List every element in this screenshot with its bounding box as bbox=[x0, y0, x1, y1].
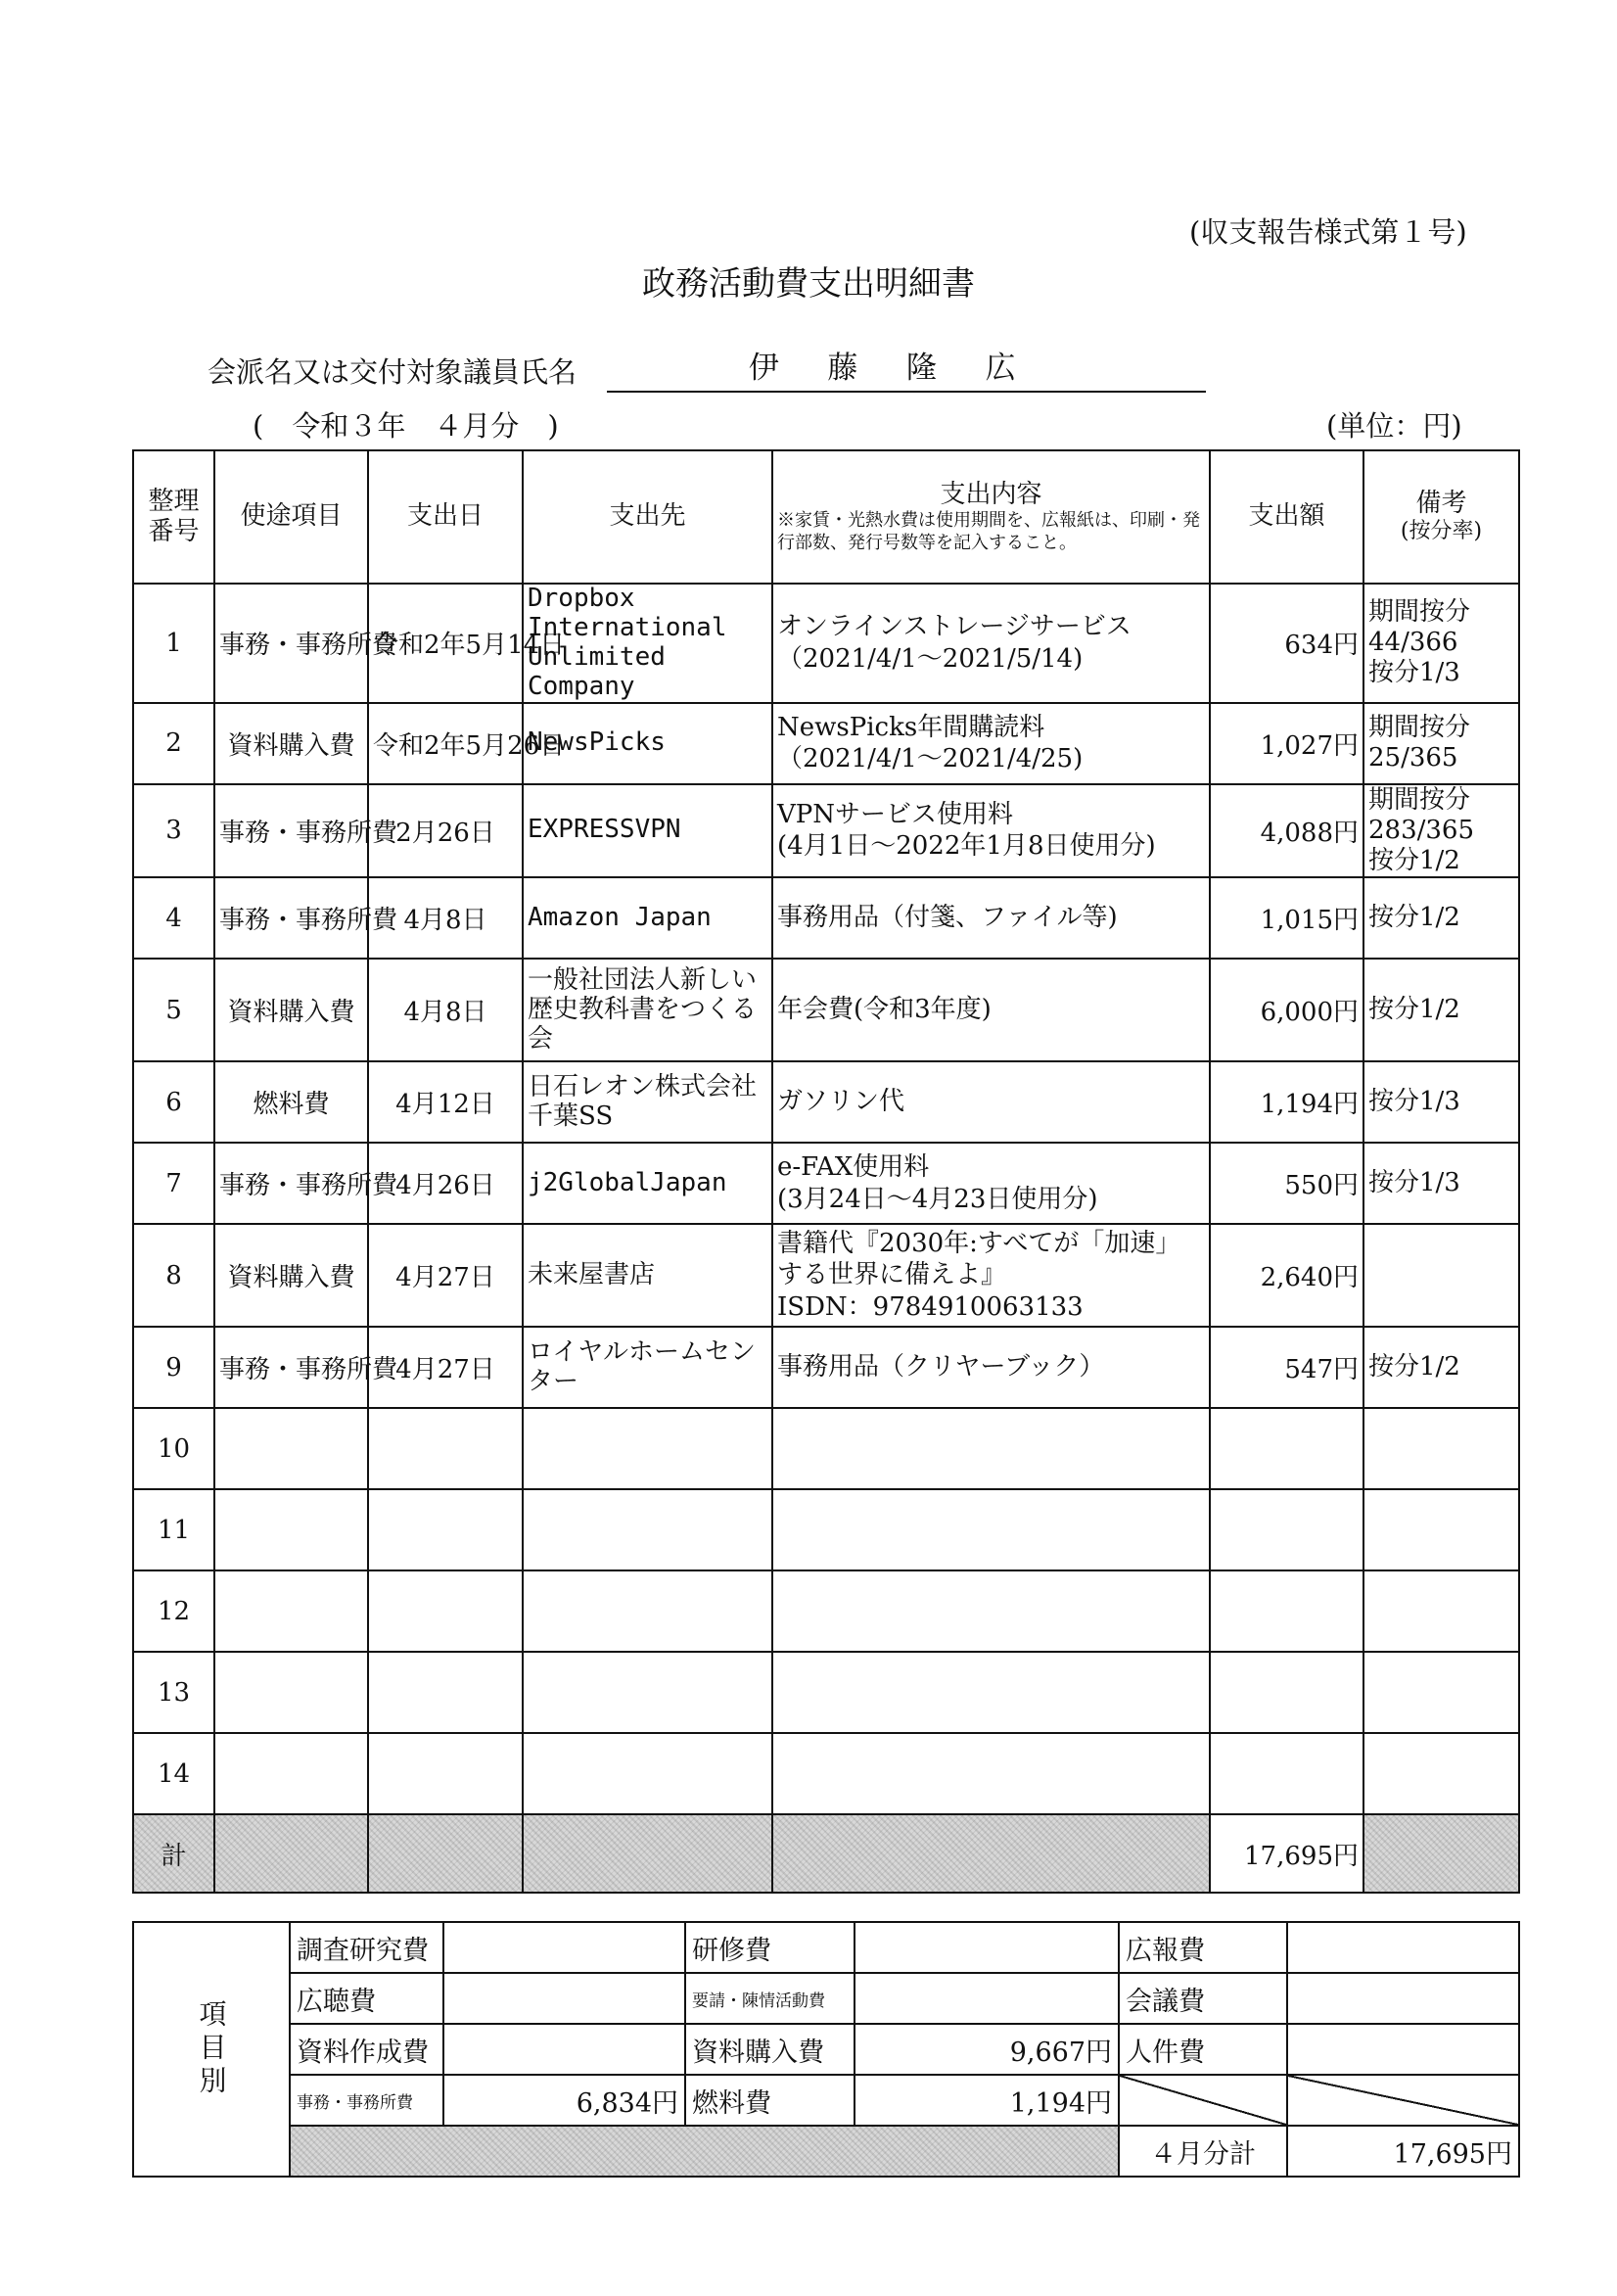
row-remarks bbox=[1363, 1570, 1519, 1652]
row-remarks: 期間按分 44/366 按分1/3 bbox=[1363, 584, 1519, 703]
row-amount: 2,640円 bbox=[1210, 1224, 1363, 1327]
header-date: 支出日 bbox=[368, 450, 523, 584]
row-remarks bbox=[1363, 1224, 1519, 1327]
row-no: 8 bbox=[133, 1224, 214, 1327]
row-no: 12 bbox=[133, 1570, 214, 1652]
row-payee bbox=[523, 1570, 772, 1652]
row-no: 11 bbox=[133, 1489, 214, 1570]
row-date: 4月26日 bbox=[368, 1143, 523, 1224]
row-amount bbox=[1210, 1570, 1363, 1652]
row-content bbox=[772, 1652, 1210, 1733]
expense-row bbox=[133, 1408, 1519, 1489]
row-remarks bbox=[1363, 1733, 1519, 1814]
row-remarks bbox=[1363, 1408, 1519, 1489]
row-date bbox=[368, 1733, 523, 1814]
header-category: 使途項目 bbox=[214, 450, 368, 584]
row-no: 4 bbox=[133, 877, 214, 959]
row-remarks: 按分1/2 bbox=[1363, 1327, 1519, 1408]
row-amount: 1,027円 bbox=[1210, 703, 1363, 784]
row-payee bbox=[523, 1408, 772, 1489]
row-date: 4月8日 bbox=[368, 959, 523, 1061]
expense-row bbox=[133, 877, 1519, 959]
row-no: 1 bbox=[133, 584, 214, 703]
expense-row bbox=[133, 959, 1519, 1061]
pr-label: 広報費 bbox=[1119, 1922, 1287, 1973]
row-amount: 1,194円 bbox=[1210, 1061, 1363, 1143]
row-content bbox=[772, 1489, 1210, 1570]
total-shade-cell bbox=[772, 1814, 1210, 1893]
row-no: 13 bbox=[133, 1652, 214, 1733]
row-content: 年会費(令和3年度) bbox=[772, 959, 1210, 1061]
total-shade-cell bbox=[368, 1814, 523, 1893]
row-category bbox=[214, 1733, 368, 1814]
row-payee: Dropbox International Unlimited Company bbox=[523, 584, 772, 703]
row-content: 事務用品（クリヤーブック） bbox=[772, 1327, 1210, 1408]
row-category bbox=[214, 1570, 368, 1652]
row-content: NewsPicks年間購読料 （2021/4/1～2021/4/25) bbox=[772, 703, 1210, 784]
row-no: 5 bbox=[133, 959, 214, 1061]
row-amount: 634円 bbox=[1210, 584, 1363, 703]
expense-row bbox=[133, 1489, 1519, 1570]
total-amount: 17,695円 bbox=[1210, 1814, 1363, 1893]
form-number: (収支報告様式第１号) bbox=[1189, 215, 1467, 249]
expense-row bbox=[133, 1224, 1519, 1327]
row-content: e-FAX使用料 (3月24日～4月23日使用分) bbox=[772, 1143, 1210, 1224]
row-remarks: 按分1/3 bbox=[1363, 1061, 1519, 1143]
row-remarks bbox=[1363, 1489, 1519, 1570]
expense-row bbox=[133, 1143, 1519, 1224]
row-category: 事務・事務所費 bbox=[214, 784, 368, 878]
row-amount: 1,015円 bbox=[1210, 877, 1363, 959]
row-date bbox=[368, 1489, 523, 1570]
row-date bbox=[368, 1408, 523, 1489]
expense-rows bbox=[133, 584, 1519, 1814]
summary-shade-cell bbox=[290, 2126, 1119, 2177]
row-date: 4月27日 bbox=[368, 1224, 523, 1327]
fuel-amount: 1,194円 bbox=[855, 2075, 1119, 2126]
docbuy-label: 資料購入費 bbox=[685, 2024, 855, 2075]
row-date: 4月27日 bbox=[368, 1327, 523, 1408]
row-date bbox=[368, 1652, 523, 1733]
period: ( 令和３年 ４月分 ) bbox=[253, 409, 559, 443]
row-content: 事務用品（付箋、ファイル等) bbox=[772, 877, 1210, 959]
expense-table bbox=[132, 449, 1520, 1894]
pr-amount bbox=[1287, 1922, 1519, 1973]
row-amount: 6,000円 bbox=[1210, 959, 1363, 1061]
empty-slashed-cell bbox=[1287, 2075, 1519, 2126]
author-name: 伊藤隆広 bbox=[607, 343, 1206, 393]
row-amount: 550円 bbox=[1210, 1143, 1363, 1224]
expense-row bbox=[133, 1327, 1519, 1408]
header-remarks bbox=[1363, 450, 1519, 584]
total-shade-cell bbox=[523, 1814, 772, 1893]
row-category: 燃料費 bbox=[214, 1061, 368, 1143]
row-no: 7 bbox=[133, 1143, 214, 1224]
row-date: 2月26日 bbox=[368, 784, 523, 878]
row-content bbox=[772, 1408, 1210, 1489]
author-label: 会派名又は交付対象議員氏名 bbox=[208, 355, 578, 389]
row-amount bbox=[1210, 1489, 1363, 1570]
row-category bbox=[214, 1408, 368, 1489]
row-content: オンラインストレージサービス （2021/4/1～2021/5/14) bbox=[772, 584, 1210, 703]
expense-row bbox=[133, 1061, 1519, 1143]
row-no: 2 bbox=[133, 703, 214, 784]
row-remarks: 按分1/2 bbox=[1363, 877, 1519, 959]
row-payee: ロイヤルホームセンター bbox=[523, 1327, 772, 1408]
row-category bbox=[214, 1489, 368, 1570]
row-category bbox=[214, 1652, 368, 1733]
row-remarks: 期間按分 25/365 bbox=[1363, 703, 1519, 784]
header-remarks-sub: (按分率) bbox=[1400, 519, 1483, 544]
empty-slashed-cell bbox=[1119, 2075, 1287, 2126]
row-date: 4月12日 bbox=[368, 1061, 523, 1143]
row-category: 事務・事務所費 bbox=[214, 1327, 368, 1408]
expense-row bbox=[133, 1652, 1519, 1733]
docbuy-amount: 9,667円 bbox=[855, 2024, 1119, 2075]
row-content bbox=[772, 1733, 1210, 1814]
office-label: 事務・事務所費 bbox=[290, 2075, 443, 2126]
row-payee: EXPRESSVPN bbox=[523, 784, 772, 878]
row-payee bbox=[523, 1733, 772, 1814]
header-payee: 支出先 bbox=[523, 450, 772, 584]
row-content: 書籍代『2030年:すべてが「加速」する世界に備えよ』 ISDN：9784910063133 bbox=[772, 1224, 1210, 1327]
row-remarks: 按分1/3 bbox=[1363, 1143, 1519, 1224]
meeting-label: 会議費 bbox=[1119, 1973, 1287, 2024]
header-amount: 支出額 bbox=[1210, 450, 1363, 584]
row-date: 令和2年5月26日 bbox=[368, 703, 523, 784]
row-remarks bbox=[1363, 1652, 1519, 1733]
expense-row bbox=[133, 1570, 1519, 1652]
row-amount: 4,088円 bbox=[1210, 784, 1363, 878]
document-title: 政務活動費支出明細書 bbox=[642, 264, 975, 304]
row-content: VPNサービス使用料 (4月1日～2022年1月8日使用分) bbox=[772, 784, 1210, 878]
row-payee: NewsPicks bbox=[523, 703, 772, 784]
row-amount bbox=[1210, 1652, 1363, 1733]
total-label: 計 bbox=[133, 1814, 214, 1893]
petition-amount bbox=[855, 1973, 1119, 2024]
row-payee: Amazon Japan bbox=[523, 877, 772, 959]
expense-row bbox=[133, 784, 1519, 878]
header-content-title: 支出内容 bbox=[940, 479, 1042, 509]
hearing-amount bbox=[443, 1973, 685, 2024]
row-content: ガソリン代 bbox=[772, 1061, 1210, 1143]
row-no: 9 bbox=[133, 1327, 214, 1408]
staff-amount bbox=[1287, 2024, 1519, 2075]
row-payee: 未来屋書店 bbox=[523, 1224, 772, 1327]
summary-side-label bbox=[133, 1922, 290, 2177]
row-payee: 日石レオン株式会社千葉SS bbox=[523, 1061, 772, 1143]
summary-side-text: 項目別 bbox=[195, 1999, 228, 2099]
row-no: 10 bbox=[133, 1408, 214, 1489]
training-label: 研修費 bbox=[685, 1922, 855, 1973]
header-content-note: ※家賃・光熱水費は使用期間を、広報紙は、印刷・発行部数、発行号数等を記入すること。 bbox=[777, 510, 1200, 553]
row-date bbox=[368, 1570, 523, 1652]
office-amount: 6,834円 bbox=[443, 2075, 685, 2126]
row-category: 資料購入費 bbox=[214, 703, 368, 784]
training-amount bbox=[855, 1922, 1119, 1973]
research-amount bbox=[443, 1922, 685, 1973]
row-payee bbox=[523, 1652, 772, 1733]
row-date: 4月8日 bbox=[368, 877, 523, 959]
expense-row bbox=[133, 584, 1519, 703]
expense-row bbox=[133, 1733, 1519, 1814]
row-payee: j2GlobalJapan bbox=[523, 1143, 772, 1224]
header-content bbox=[772, 450, 1210, 584]
research-label: 調査研究費 bbox=[290, 1922, 443, 1973]
unit-label: (単位：円) bbox=[1326, 409, 1462, 443]
month-total-amount: 17,695円 bbox=[1287, 2126, 1519, 2177]
total-shade-cell bbox=[214, 1814, 368, 1893]
header-remarks-title: 備考 bbox=[1415, 489, 1467, 519]
expense-row bbox=[133, 703, 1519, 784]
total-shade-cell bbox=[1363, 1814, 1519, 1893]
row-category: 事務・事務所費 bbox=[214, 1143, 368, 1224]
row-no: 3 bbox=[133, 784, 214, 878]
row-remarks: 期間按分 283/365 按分1/2 bbox=[1363, 784, 1519, 878]
meeting-amount bbox=[1287, 1973, 1519, 2024]
petition-label: 要請・陳情活動費 bbox=[685, 1973, 855, 2024]
fuel-label: 燃料費 bbox=[685, 2075, 855, 2126]
row-remarks: 按分1/2 bbox=[1363, 959, 1519, 1061]
row-no: 14 bbox=[133, 1733, 214, 1814]
row-payee bbox=[523, 1489, 772, 1570]
row-payee: 一般社団法人新しい歴史教科書をつくる会 bbox=[523, 959, 772, 1061]
docmake-label: 資料作成費 bbox=[290, 2024, 443, 2075]
row-content bbox=[772, 1570, 1210, 1652]
row-category: 資料購入費 bbox=[214, 1224, 368, 1327]
month-total-label: ４月分計 bbox=[1119, 2126, 1287, 2177]
row-amount: 547円 bbox=[1210, 1327, 1363, 1408]
hearing-label: 広聴費 bbox=[290, 1973, 443, 2024]
category-summary-table bbox=[132, 1921, 1520, 2178]
row-amount bbox=[1210, 1733, 1363, 1814]
row-amount bbox=[1210, 1408, 1363, 1489]
docmake-amount bbox=[443, 2024, 685, 2075]
staff-label: 人件費 bbox=[1119, 2024, 1287, 2075]
row-category: 事務・事務所費 bbox=[214, 584, 368, 703]
row-category: 事務・事務所費 bbox=[214, 877, 368, 959]
row-category: 資料購入費 bbox=[214, 959, 368, 1061]
header-no: 整理番号 bbox=[133, 450, 214, 584]
row-no: 6 bbox=[133, 1061, 214, 1143]
row-date: 令和2年5月14日 bbox=[368, 584, 523, 703]
